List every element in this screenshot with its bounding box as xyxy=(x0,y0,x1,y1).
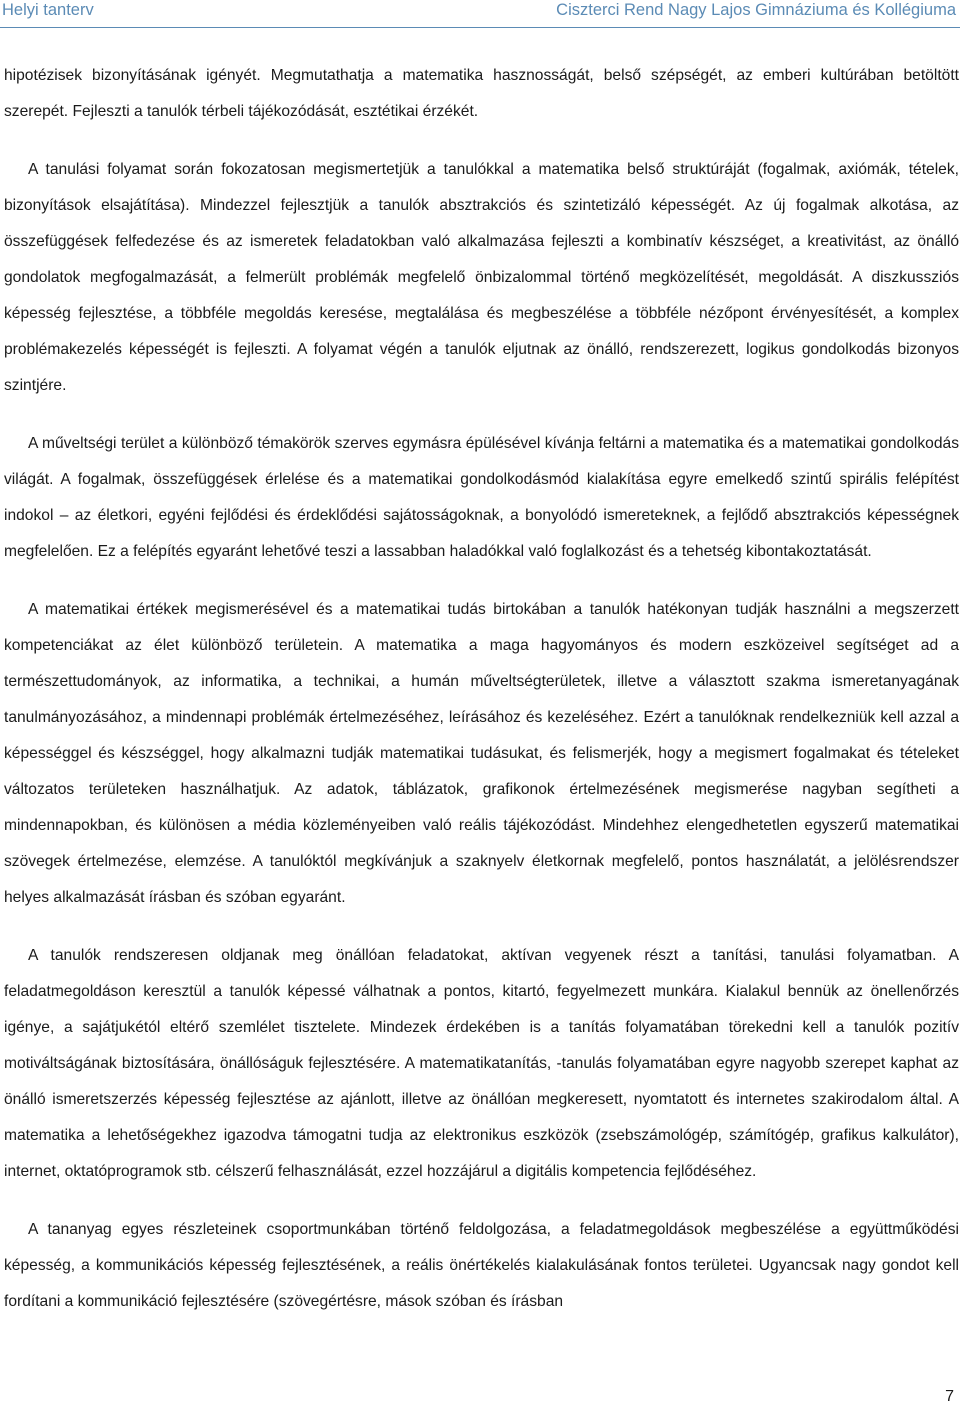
paragraph-5: A tanulók rendszeresen oldjanak meg önállóan feladatokat, aktívan vegyenek részt a tanítási, tanulási folyamatban. A feladatmegoldáson keresztül a tanulók képessé válhatnak a pontos, kitartó, fegyelmezett munkára. Kialakul bennük az önellenőrzés igénye, a sajátjukétól eltérő szemlélet tisztelete. Mindezek érdekében is a tanítás folyamatában törekedni kell a tanulók pozitív motiváltságának biztosítására, önállóságuk fejlesztésére. A matematikatanítás, -tanulás folyamatában egyre nagyobb szerepet kaphat az önálló ismeretszerzés képesség fejlesztése az ajánlott, illetve az önállóan megkeresett, nyomtatott és internetes szakirodalom által. A matematika a lehetőségekhez igazodva támogatni tudja az elektronikus eszközök (zsebszámológép, számítógép, grafikus kalkulátor), internet, oktatóprogramok stb. célszerű felhasználását, ezzel hozzájárul a digitális kompetencia fejlődéséhez. xyxy=(4,947,959,1180)
paragraph-4: A matematikai értékek megismerésével és a matematikai tudás birtokában a tanulók hatékonyan tudják használni a megszerzett kompetenciákat az élet különböző területein. A matematika a maga hagyományos és modern eszközeivel segítséget ad a természettudományok, az informatika, a technikai, a humán műveltségterületek, illetve a választott szakma ismeretanyagának tanulmányozásához, a mindennapi problémák értelmezéséhez, leírásához és kezeléséhez. Ezért a tanulóknak rendelkezniük kell azzal a képességgel és készséggel, hogy alkalmazni tudják matematikai tudásukat, és felismerjék, hogy a megismert fogalmakat és tételeket változatos területeken használhatjuk. Az adatok, táblázatok, grafikonok értelmezésének megismerése nagyban segítheti a mindennapokban, és különösen a média közleményeiben való reális tájékozódást. Mindehhez elengedhetetlen egyszerű matematikai szövegek értelmezése, elemzése. A tanulóktól megkívánjuk a szaknyelv életkornak megfelelő, pontos használatát, a jelölésrendszer helyes alkalmazását írásban és szóban egyaránt. xyxy=(4,601,959,906)
header-divider xyxy=(0,27,960,28)
document-body xyxy=(4,58,959,1320)
header-document-title: Helyi tanterv xyxy=(2,1,94,19)
page-number: 7 xyxy=(945,1388,954,1405)
paragraph-6: A tananyag egyes részleteinek csoportmunkában történő feldolgozása, a feladatmegoldások megbeszélése a együttműködési képesség, a kommunikációs képesség fejlesztésének, a reális önértékelés kialakulásának fontos területei. Ugyancsak nagy gondot kell fordítani a kommunikáció fejlesztésére (szövegértésre, mások szóban és írásban xyxy=(4,1221,959,1310)
paragraph-2: A tanulási folyamat során fokozatosan megismertetjük a tanulókkal a matematika belső struktúráját (fogalmak, axiómák, tételek, bizonyítások elsajátítása). Mindezzel fejlesztjük a tanulók absztrakciós és szintetizáló képességét. Az új fogalmak alkotása, az összefüggések felfedezése és az ismeretek feladatokban való alkalmazása fejleszti a kombinatív készséget, a kreativitást, az önálló gondolatok megfogalmazását, a felmerült problémák megfelelő önbizalommal történő megközelítését, megoldását. A diszkussziós képesség fejlesztése, a többféle megoldás keresése, megtalálása és megbeszélése a többféle nézőpont érvényesítését, a komplex problémakezelés képességét is fejleszti. A folyamat végén a tanulók eljutnak az önálló, rendszerezett, logikus gondolkodás bizonyos szintjére. xyxy=(4,161,959,394)
paragraph-3: A műveltségi terület a különböző témakörök szerves egymásra épülésével kívánja feltárni a matematika és a matematikai gondolkodás világát. A fogalmak, összefüggések érlelése és a matematikai gondolkodásmód kialakítása egyre emelkedő szintű spirális felépítést indokol ‒ az életkori, egyéni fejlődési és érdeklődési sajátosságoknak, a bonyolódó ismereteknek, a fejlődő absztrakciós képességnek megfelelően. Ez a felépítés egyaránt lehetővé teszi a lassabban haladókkal való foglalkozást és a tehetség kibontakoztatását. xyxy=(4,435,959,560)
header-school-name: Ciszterci Rend Nagy Lajos Gimnáziuma és Kollégiuma xyxy=(556,1,956,19)
page-header xyxy=(0,0,960,26)
paragraph-1: hipotézisek bizonyításának igényét. Megmutathatja a matematika hasznosságát, belső szépségét, az emberi kultúrában betöltött szerepét. Fejleszti a tanulók térbeli tájékozódását, esztétikai érzékét. xyxy=(4,67,959,120)
